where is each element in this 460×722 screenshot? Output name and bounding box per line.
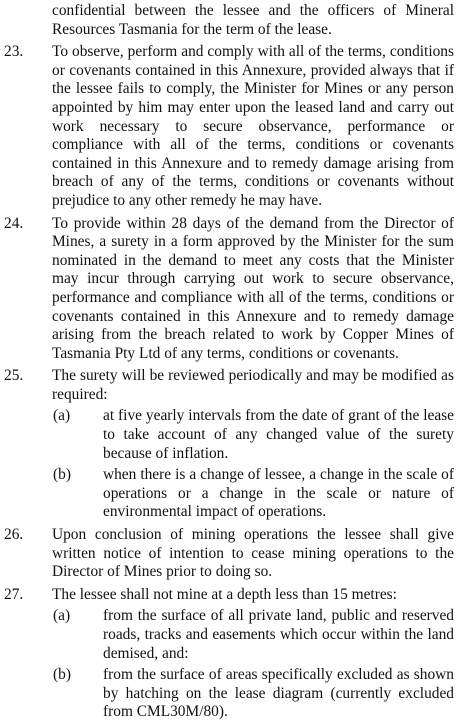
- clause-27: [4, 586, 454, 722]
- continuation-text: confidential between the lessee and the officers of Mineral Resources Tasmania for the term of the lease.: [52, 2, 454, 38]
- sub-item-label: (b): [53, 466, 71, 484]
- clause-text: To observe, perform and comply with all of the terms, conditions or covenants contained in this Annexure, provided always that if the lessee fails to comply, the Minister for Mines or any person appointed by him may enter upon the leased land and carry out work necessary to secure observance, performance or compliance with all of the terms, conditions or covenants contained in this Annexure and to remedy damage arising from breach of any of the terms, conditions or covenants without prejudice to any other remedy he may have.: [52, 43, 454, 209]
- clause-text: The lessee shall not mine at a depth less than 15 metres:: [52, 585, 397, 603]
- clause-text: To provide within 28 days of the demand from the Director of Mines, a surety in a form approved by the Minister for the sum nominated in the demand to meet any costs that the Minister may incur through carrying out work to secure observance, performance and compliance with all of the terms, conditions or covenants contained in this Annexure and to remedy damage arising from the breach related to work by Copper Mines of Tasmania Pty Ltd of any terms, conditions or covenants.: [52, 214, 454, 362]
- clause-23: [4, 43, 454, 210]
- clause-body: [52, 367, 454, 522]
- sub-item-label: (a): [53, 607, 71, 625]
- sub-item-text: at five yearly intervals from the date of grant of the lease to take account of any changed value of the surety because of inflation.: [103, 407, 454, 462]
- clause-24: [4, 215, 454, 364]
- clause-body: [52, 586, 454, 722]
- clause-number: 25.: [4, 367, 24, 385]
- sub-item-label: (a): [53, 407, 71, 425]
- sub-item-b: [52, 666, 454, 722]
- clause-number: 27.: [4, 585, 24, 603]
- sub-item-a: [52, 607, 454, 663]
- sub-item-text: from the surface of all private land, public and reserved roads, tracks and easements which occur within the land demised, and:: [103, 607, 454, 662]
- clause-text: Upon conclusion of mining operations the lessee shall give written notice of intention to cease mining operations to the Director of Mines prior to doing so.: [52, 526, 454, 581]
- sub-item-a: [52, 407, 454, 463]
- sub-item-label: (b): [53, 666, 71, 684]
- sub-item-text: from the surface of areas specifically excluded as shown by hatching on the lease diagram (currently excluded from CML30M/80).: [103, 666, 454, 721]
- clause-number: 26.: [4, 526, 24, 544]
- clause-text: The surety will be reviewed periodically and may be modified as required:: [52, 367, 454, 403]
- sub-item-b: [52, 466, 454, 522]
- clause-number: 23.: [4, 43, 24, 61]
- clause-25: [4, 367, 454, 522]
- clause-26: [4, 526, 454, 582]
- clause-number: 24.: [4, 214, 24, 232]
- sub-item-text: when there is a change of lessee, a change in the scale of operations or a change in the scale or nature of environmental impact of operations.: [103, 466, 454, 521]
